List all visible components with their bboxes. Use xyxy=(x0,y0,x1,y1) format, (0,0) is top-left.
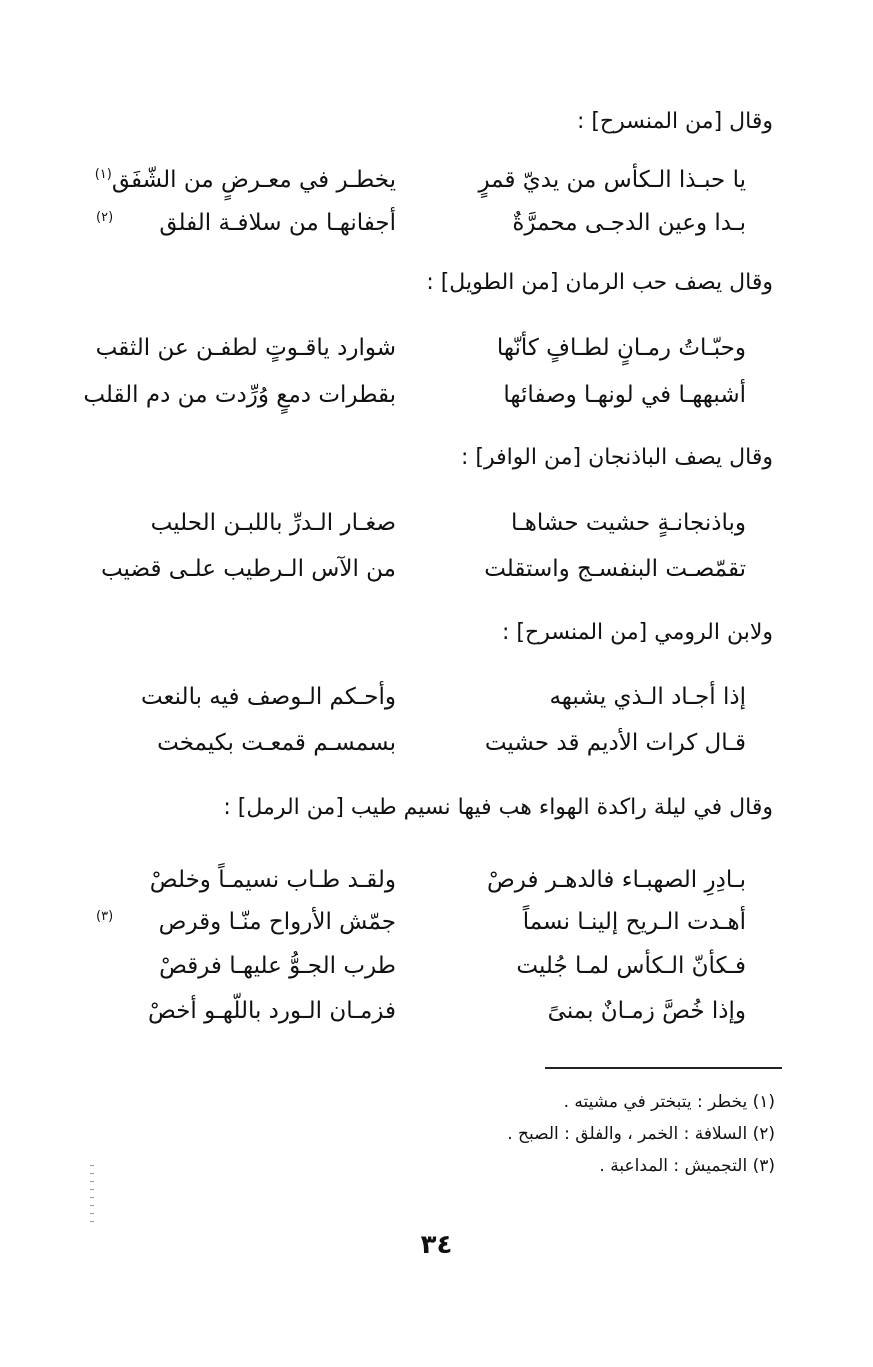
first-hemistich: قـال كرات الأديم قد حشيت xyxy=(484,730,746,756)
second-hemistich xyxy=(96,167,396,193)
first-hemistich: يا حبـذا الـكأس من يديّ قمرٍ xyxy=(478,167,746,193)
verse-line xyxy=(96,500,746,546)
scan-speckle xyxy=(90,1165,94,1225)
verse-line xyxy=(96,200,746,246)
footnote-ref: (٢) xyxy=(96,210,114,225)
second-hemistich xyxy=(96,909,396,935)
second-hemistich: فزمـان الـورد باللّهـو أخصْ xyxy=(148,998,396,1024)
second-hemistich: صغـار الـدرِّ باللبـن الحليب xyxy=(150,510,396,536)
section-intro: وقال في ليلة راكدة الهواء هب فيها نسيم طيب [من الرمل] : xyxy=(223,795,773,820)
verse-line xyxy=(83,372,746,418)
second-hemistich: بقطرات دمعٍ وُرِّدت من دم القلب xyxy=(83,382,396,408)
footnote-divider xyxy=(545,1067,782,1069)
second-hemistich: من الآس الـرطيب علـى قضيب xyxy=(100,556,396,582)
page-number: ٣٤ xyxy=(420,1230,453,1260)
hemistich-text: أجفانهـا من سلافـة الفلق xyxy=(159,210,396,236)
first-hemistich: فـكأنّ الـكأس لمـا جُليت xyxy=(516,953,746,979)
first-hemistich: أشبههـا في لونهـا وصفائها xyxy=(503,382,746,408)
first-hemistich: أهـدت الـريح إلينـا نسماً xyxy=(522,909,746,935)
footnote: (٣) التجميش : المداعبة . xyxy=(599,1156,775,1176)
section-intro: ولابن الرومي [من المنسرح] : xyxy=(502,620,773,645)
verse-line xyxy=(96,857,746,903)
second-hemistich: شوارد ياقـوتٍ لطفـن عن الثقب xyxy=(95,335,396,361)
hemistich-text: يخطـر في معـرضٍ من الشّفَق xyxy=(111,167,396,193)
second-hemistich: ولقـد طـاب نسيمـاً وخلصْ xyxy=(149,867,396,893)
verse-line xyxy=(96,674,746,720)
second-hemistich xyxy=(96,210,396,236)
first-hemistich: وإذا خُصَّ زمـانٌ بمنىً xyxy=(547,998,746,1024)
verse-line xyxy=(96,325,746,371)
footnote-ref: (١) xyxy=(94,167,112,182)
section-intro: وقال [من المنسرح] : xyxy=(576,109,773,134)
first-hemistich: بـادِرِ الصهبـاء فالدهـر فرصْ xyxy=(486,867,746,893)
section-intro: وقال يصف الباذنجان [من الوافر] : xyxy=(461,445,773,470)
verse-line xyxy=(96,546,746,592)
section-intro: وقال يصف حب الرمان [من الطويل] : xyxy=(426,270,773,295)
footnote-ref: (٣) xyxy=(96,909,114,924)
verse-line xyxy=(96,988,746,1034)
footnote: (٢) السلافة : الخمر ، والفلق : الصبح . xyxy=(507,1124,775,1144)
second-hemistich: طرب الجـوُّ عليهـا فرقصْ xyxy=(159,953,396,979)
first-hemistich: بـدا وعين الدجـى محمرَّةٌ xyxy=(512,210,746,236)
first-hemistich: تقمّصـت البنفسـج واستقلت xyxy=(484,556,746,582)
second-hemistich: وأحـكم الـوصف فيه بالنعت xyxy=(140,684,396,710)
verse-line xyxy=(96,720,746,766)
hemistich-text: جمّش الأرواح منّـا وقرص xyxy=(158,909,396,935)
first-hemistich: وحبّـاتُ رمـانٍ لطـافٍ كأنّها xyxy=(496,335,746,361)
first-hemistich: وباذنجانـةٍ حشيت حشاهـا xyxy=(511,510,746,536)
verse-line xyxy=(96,943,746,989)
footnote: (١) يخطر : يتبختر في مشيته . xyxy=(563,1092,775,1112)
first-hemistich: إذا أجـاد الـذي يشبهه xyxy=(549,684,746,710)
verse-line xyxy=(96,899,746,945)
second-hemistich: بسمسـم قمعـت بكيمخت xyxy=(157,730,396,756)
verse-line xyxy=(96,157,746,203)
